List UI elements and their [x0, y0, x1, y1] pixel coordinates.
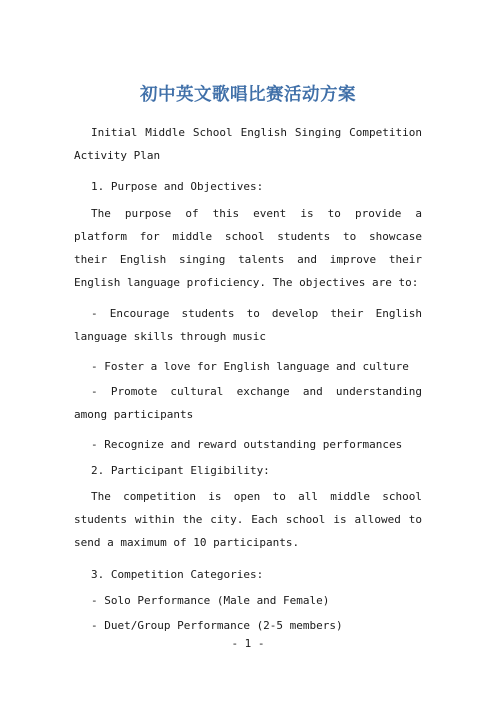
list-item-category-1: - Solo Performance (Male and Female) — [91, 594, 330, 607]
document-title: 初中英文歌唱比赛活动方案 — [140, 85, 356, 105]
list-item-category-2: - Duet/Group Performance (2-5 members) — [91, 619, 343, 632]
page-number: - 1 - — [231, 637, 265, 650]
heading-purpose: 1. Purpose and Objectives: — [91, 180, 264, 193]
list-item-objective-1: - Encourage students to develop their English language skills through music — [74, 307, 422, 343]
paragraph-plan-title: Initial Middle School English Singing Competition Activity Plan — [74, 126, 422, 162]
heading-categories: 3. Competition Categories: — [91, 568, 264, 581]
list-item-objective-3: - Promote cultural exchange and understanding among participants — [74, 385, 422, 421]
list-item-objective-4: - Recognize and reward outstanding performances — [91, 438, 403, 451]
paragraph-purpose: The purpose of this event is to provide a platform for middle school students to showcase their English singing talents and improve their English language proficiency. The objectives are to: — [74, 207, 422, 289]
heading-eligibility: 2. Participant Eligibility: — [91, 464, 270, 477]
paragraph-eligibility: The competition is open to all middle school students within the city. Each school is allowed to send a maximum of 10 participants. — [74, 490, 422, 549]
list-item-objective-2: - Foster a love for English language and culture — [91, 360, 409, 373]
